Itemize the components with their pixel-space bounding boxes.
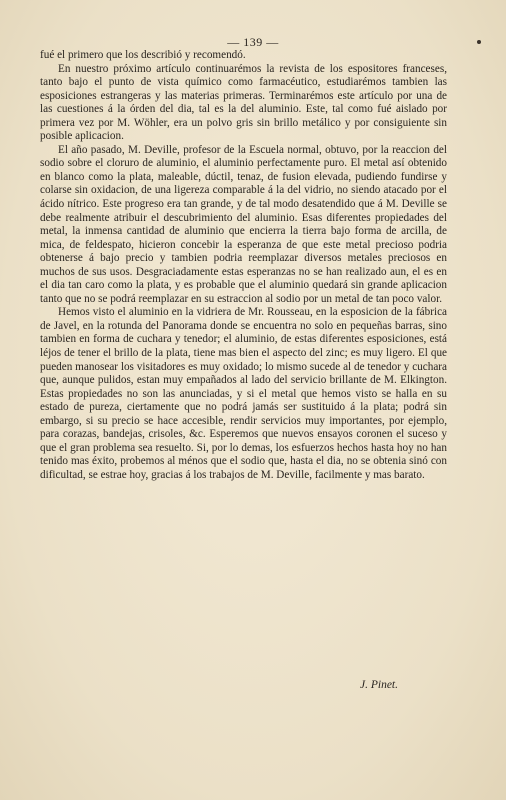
paragraph-3: El año pasado, M. Deville, profesor de la Escuela normal, obtuvo, por la reaccion del sodio sobre el cloruro de aluminio, el aluminio perfectamente puro. El metal así obtenido en blanco como la plata, maleable, dúctil, tenaz, de fusion elevada, pudiendo fundirse y colarse sin oxidacion, de una ligereza comparable á la del vidrio, no siendo atacado por el ácido nítrico. Este progreso era tan grande, y de tal modo desatendido que á M. Deville se debe realmente atribuir el descubrimiento del aluminio. Esas diferentes propiedades del metal, la inmensa cantidad de aluminio que encierra la tierra bajo forma de arcilla, de mica, de feldespato, hicieron concebir la esperanza de que este metal precioso podria obtenerse á bajo precio y tambien podria reemplazar diversos metales preciosos en muchos de sus usos. Desgraciadamente estas esperanzas no se han realizado aun, el es en el dia tan caro como la plata, y es probable que el aluminio quedará sin grande aplicacion tanto que no se podrá reemplazar en su estraccion al sodio por un metal de tan poco valor.	[40, 143, 447, 305]
page-number: — 139 —	[227, 35, 279, 49]
body-text	[40, 49, 447, 483]
paragraph-4: Hemos visto el aluminio en la vidriera de Mr. Rousseau, en la esposicion de la fábrica de Javel, en la rotunda del Panorama donde se encuentra no solo en pequeñas barras, sino tambien en forma de cuchara y tenedor; el aluminio, de estas diferentes esposiciones, está léjos de tener el brillo de la plata, tiene mas bien el aspecto del zinc; es muy ligero. El que pueden manosear los visitadores es muy oxidado; lo mismo sucede al de tenedor y cuchara que, aunque pulidos, estan muy empañados al lado del servicio brillante de M. Elkington. Estas propiedades no son las anunciadas, y si el metal que hemos visto se halla en su estado de pureza, ciertamente que no podrá jamás ser sustituido á la plata; podrá sin embargo, si su precio se hace accesible, rendir servicios muy importantes, por ejemplo, para corazas, bandejas, crisoles, &c. Esperemos que nuevos ensayos coronen el suceso y que el gran problema sea resuelto. Si, por lo demas, los esfuerzos hechos hasta hoy no han tenido mas éxito, probemos al ménos que el sodio que, hasta el dia, no se obtenia sinó con dificultad, se estrae hoy, gracias á los trabajos de M. Deville, facilmente y mas barato.	[40, 306, 447, 481]
author-signature: J. Pinet.	[360, 679, 398, 691]
paragraph-2: En nuestro próximo artículo continuarémos la revista de los espositores franceses, tanto bajo el punto de vista químico como farmacéutico, estudiarémos tambien las esposiciones estrangeras y las materias primeras. Terminarémos este artículo por una de las cuestiones á la órden del dia, tal es la del aluminio. Este, tal como fué aislado por primera vez por M. Wöhler, era un polvo gris sin brillo metálico y por consiguiente sin posible aplicacion.	[40, 62, 447, 143]
margin-mark	[477, 40, 481, 44]
paragraph-1: fué el primero que los describió y recomendó.	[40, 49, 246, 61]
